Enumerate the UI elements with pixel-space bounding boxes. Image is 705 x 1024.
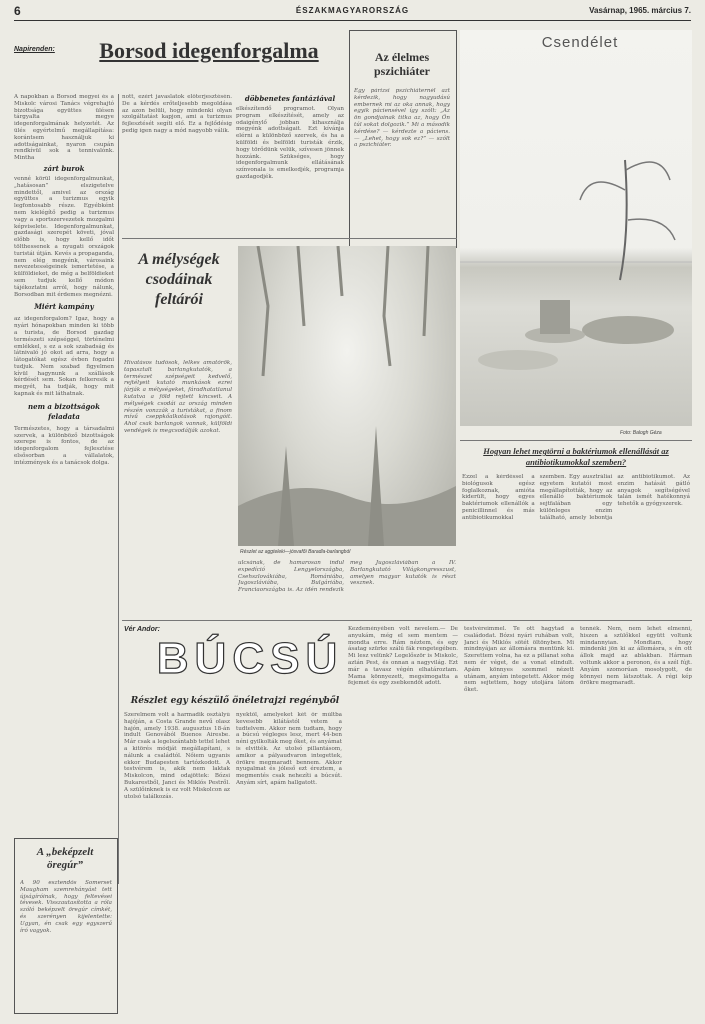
csendelet-title: Csendélet xyxy=(541,34,619,51)
main-article-intro: A napokban a Borsod megyei és a Miskolc városi Tanács végrehajtó bizottsága együttes ülésen tárgyalta megye idegenforgalmának helyzetét. Az ülés egyértelmű megállapítása: korántsem használjuk ki adottságainkat, nyaron csupán rendkívül sok a tennivalónk. Mintha xyxy=(14,94,114,162)
melyseg-body2-wrap xyxy=(238,560,456,616)
issue-date: Vasárnap, 1965. március 7. xyxy=(589,6,691,15)
bucsu-column-3 xyxy=(348,626,458,1012)
bucsu-title: BÚCSÚ xyxy=(156,634,344,683)
bakterium-title: Hogyan lehet megtörni a baktériumok ellenállását az antibiotikumokkal szemben? xyxy=(483,446,669,467)
bucsu-subtitle: Részlet egy készülő önéletrajzi regényből xyxy=(130,696,340,706)
rubric-label: Napirenden: xyxy=(14,46,55,53)
melyseg-title: A mélységek csodáinak feltárói xyxy=(138,251,220,308)
column-divider xyxy=(118,94,119,884)
melyseg-body-2: ulcsának, de hamarosan indul expedíció Lengyelországba, Csehszlovákiába, Romániába, Jugoszláviába, Bulgáriába, Franciaországba is. Az idén rendezik meg Jugoszláviában a IV. Barlangkutató Világkongresszust, amelyen magyar kutatók is részt vesznek. xyxy=(238,560,456,594)
main-article-body-3: nott, ezért javaslatok előterjesztésén. De a kérdés erőteljesebb megoldása az azon belüli, hogy mindenki olyan szolgáltatást kapjon, ami a turizmus fejlesztését segíti elő. Ez a fejlődésig pedig igen nagy a mód nagyobb válik. xyxy=(122,94,232,134)
bakterium-body-wrap xyxy=(462,474,690,614)
cave-illustration xyxy=(238,246,456,546)
bucsu-col3-text: Kezdeményében volt nevelem.— De anyukám, még el sem mentem — mondta erre. Rám néztem, és egy ásatag szürke szálú fák rengetegében. Mi lesz velünk? Legelőször is Miskolc, aztán Pest, és onnan a nagyvilág. Ezt már a tavasz végén elhatároztam. Mama könnyezett, megsimogatta a fejemet és egy zsebkendőt adott. xyxy=(348,626,458,687)
bucsu-column-2 xyxy=(236,712,342,1012)
bucsu-col1-text: Szerelmem volt a harmadik osztályú hajóján, a Costa Grande nevű olasz hajón, amely 1938. augusztus 18-án indult Genovából Buenos Airesbe. Már csak a legelszántabb tettel lehet a kitörés módját megállapítani, s nálunk a családtól. Nőiem ugyanis ekkor Budapesten tartózkodott. A testvérem is, akik nem laktak Miskolcon, mind odajöttek: Bózsi Bukarestből, Janci és Miklós Pestről. A szülőinknek is ez volt Miskolcon az utolsó találkozás. xyxy=(124,712,230,800)
main-article-body-4: elkészítendő programot. Olyan program elkészítését, amely az odaigénylő jobban kihasználja megyénk adottságait. Ezt kívánja elérni a különböző szervek, és ha a külföldi és belföldi turisták érzik, hogy törődünk velük, szívesen jönnek hozzánk. Szükséges, hogy idegenforgalmunk ellátásának színvonala is emelkedjék, programja gazdagodjék. xyxy=(236,106,344,180)
page-number: 6 xyxy=(14,4,21,18)
main-article-body-campaign: Természetes, hogy a társadalmi szervek, a különböző bizottságok szerepe is fontos, de az idegenforgalom fejlesztése elsősorban a vállalatok, intézmények és a tanácsok dolga. xyxy=(14,425,114,466)
bucsu-column-4 xyxy=(464,626,574,1012)
bakterium-top-rule xyxy=(460,440,692,441)
bakterium-body: Ezzel a kérdéssel a biológusok egész foglalkoznak, amióta kiderült, hogy egyes baktériumok ellenállók a penicillinnel és más antibiotikumokkal szemben. Egy ausztráliai egyetem kutatói most megállapították, hogy az ellenálló baktériumok sejtfalában egy különleges enzim található, amely lebontja az antibiotikumot. Az enzim hatását gátló anyagok segítségével talán ismét hatékonnyá tehetők a gyógyszerek. xyxy=(462,474,690,521)
subhead-miert-kampany: Miért kampány xyxy=(34,302,94,312)
melyseg-body: Hivatásos tudósok, lelkes amatőrök, tapasztalt barlangkutatók, a természet szépségeit kedvelő, rejtélyeit kutató munkások ezrei járják a mélységeket, fáradhatatlanul kutatva a föld rejtett kincseit. A mélységek csodái az ország minden részén vonzzák a turistákat, a finom mívű cseppkőalkotások rajongóit. Ahol csak barlangok vannak, külföldi vendégek is megcsodálják azokat. xyxy=(124,360,232,434)
melyseg-body-wrap xyxy=(124,360,232,550)
bekepzelt-title: A „beképzelt öregúr” xyxy=(36,846,94,871)
paper-name: ÉSZAKMAGYARORSZÁG xyxy=(295,6,410,15)
subhead-nem-bizottsagok: nem a bizottságok feladata xyxy=(28,401,100,421)
main-article-column-2 xyxy=(122,94,232,234)
main-article-title: Borsod idegenforgalma xyxy=(99,38,319,63)
elmes-body-wrap xyxy=(354,88,450,238)
bucsu-col5-text: tennék. Nem, nem lehet elmenni, hiszen a szülőkkel együtt voltunk mindannyian. Mondtam, hogy mindenki jön ki az állomásra, s én ott állok majd az ablakban. Hárman voltunk akkor a peronon, és a szél fújt. Anyám szomorúan mosolygott, de könnyei nem látszottak. A régi kép örökre megmaradt. xyxy=(580,626,692,687)
subhead-zart-burok: zárt burok xyxy=(43,163,85,173)
photo-credit: Foto: Balogh Géza xyxy=(620,430,662,436)
bucsu-column-5 xyxy=(580,626,692,1012)
page-header xyxy=(14,4,691,18)
bucsu-column-1 xyxy=(124,712,230,1012)
main-article-column-3 xyxy=(236,94,344,234)
main-article-column-1 xyxy=(14,94,114,884)
bucsu-col2-text: nyektől, amelyeket két őr múltba kevesebb kilátástól vetem a tudtelvem. Akkor nem tudtam, hogy a búcsú végleges lesz, mert 44-ben néni gyilkolták meg őket, és anyámat is elvitték. Az utolsó pillantásom, amikor a pályaudvaron integettek, örökre megmaradt bennem. Akkor nyugalmat és jóleső ezt éreztem, a megmentés csak nehezíti a búcsút. Anyám sírt, apám hallgatott. xyxy=(236,712,342,786)
cave-caption: Részlet az aggteleki—jósvafői Baradla-barlangból xyxy=(240,549,351,555)
bekepzelt-body: A 90 esztendős Somerset Maugham szemrehányást tett újságíróinak, hogy feltevései tévesek. Visszautasította a róla szóló beképzelt öregúr címkét, és szerényen kijelentette: Ugyan, én csak egy egyszerű író vagyok. xyxy=(20,880,112,934)
bucsu-author: Vér Andor: xyxy=(124,626,160,633)
header-rule xyxy=(14,20,691,21)
still-life-illustration xyxy=(460,30,692,426)
elmes-title: Az élelmes pszichiáter xyxy=(374,50,430,78)
cave-photo xyxy=(238,246,456,546)
csendelet-photo xyxy=(460,30,692,426)
main-article-body-2: az idegenforgalom? Igaz, hogy a nyári hónapokban minden ki több a turista, de Borsod gazdag természeti szépséggel, történelmi emlékkel, s ez a sok szabadság és látnivaló jó okot ad arra, hogy a látogatókat egész évben fogadni tudjuk. Nem szabad figyelmen kívül hagynunk a szállások kérdését sem. Sokan felkeresik a megyét, ha tudják, hogy mit kapnak és mit láthatnak. xyxy=(14,316,114,398)
bucsu-col4-text: testvéreimmel. Te ott hagytad a családodat. Bózsi nyári ruhában volt, Janci és Miklós sötét öltönyben. Mi mindnyájan az állomásra mentünk ki. Szerettem volna, ha ez a pillanat soha nem ér véget, de a vonat elindult. Apám könnyes szemmel nézett utánam, anyám integetett. Akkor még nem sejtettem, hogy utoljára látom őket. xyxy=(464,626,574,694)
melyseg-top-rule xyxy=(122,238,457,239)
bucsu-top-rule xyxy=(122,620,692,621)
elmes-body: Egy párizsi pszichiáternél azt kérdezik, hogy nagyudású embernek mi az oka annak, hogy egyik páciensével így szólt: „Az ön gondjainak titka az, hogy Ön túl sokat dolgozik.” Mi a második kérdése? — kérdezte a páciens. — „Lehet, hogy sok ez?” — szólt a pszichiáter. xyxy=(354,88,450,149)
subhead-dobbenetes: döbbenetes fantáziával xyxy=(244,94,336,103)
bekepzelt-body-wrap xyxy=(20,880,112,1006)
main-article-body-1: venné körül idegenforgalmunkat, „hatásosan” elszigetelve mindettől, amivel az ország együttes a turizmus egyik legfontosabb része. Egyébként nem kielégítő pedig a turizmus vagy a sportszervezetek mozgalmi képviselete. Idegenforgalmunkat, gazdasági szerepét követi, jóval előbb is, hogy kellő időt tölthessenek a nyugati országok turistái útján. Kevés a propaganda, nem elég megyénk, városaink nevezetességeinek ismertetése, a külföldieket, de még a belföldieket sem tudjuk kellő módon tájékoztatni arról, hogy nálunk, Borsodban mit érdemes megnézni. xyxy=(14,175,114,298)
